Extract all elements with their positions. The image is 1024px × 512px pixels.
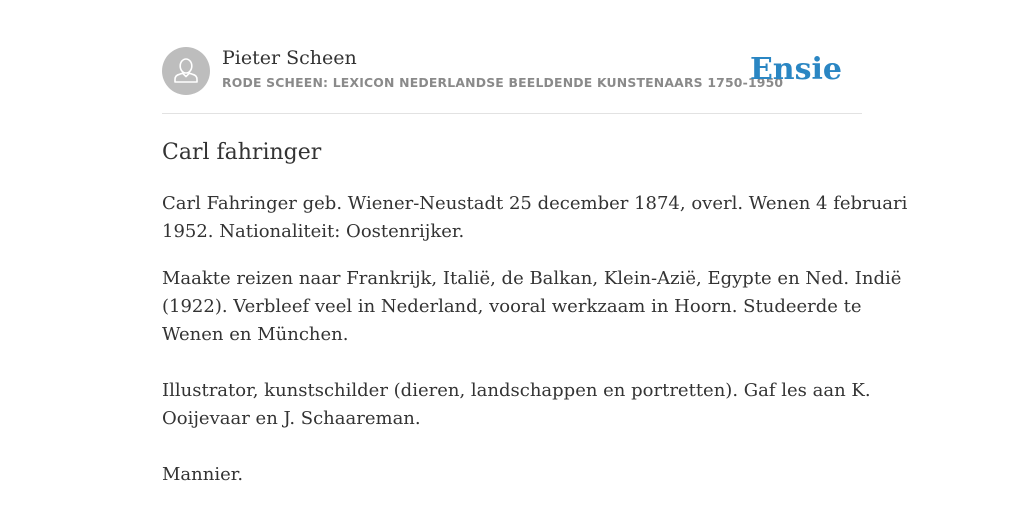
paragraph-line: Ooijevaar en J. Schaareman.	[162, 408, 421, 429]
paragraph-line: Illustrator, kunstschilder (dieren, landschappen en portretten). Gaf les aan K.	[162, 380, 871, 401]
paragraph-line: Mannier.	[162, 464, 244, 485]
paragraph-line: Maakte reizen naar Frankrijk, Italië, de Balkan, Klein-Azië, Egypte en Ned. Indië	[162, 268, 902, 289]
paragraph-line: Carl Fahringer geb. Wiener-Neustadt 25 december 1874, overl. Wenen 4 februari	[162, 193, 908, 214]
user-silhouette-icon	[162, 47, 210, 95]
entry-header	[162, 46, 862, 96]
author-name[interactable]: Pieter Scheen	[222, 47, 357, 69]
ensie-logo[interactable]: Ensie	[749, 52, 842, 87]
paragraph-line: Wenen en München.	[162, 324, 349, 345]
author-avatar[interactable]	[162, 47, 210, 95]
header-divider	[162, 113, 862, 114]
entry-body	[162, 190, 908, 489]
paragraph-line: (1922). Verbleef veel in Nederland, vooral werkzaam in Hoorn. Studeerde te	[162, 296, 862, 317]
paragraph-line: 1952. Nationaliteit: Oostenrijker.	[162, 221, 465, 242]
source-lexicon[interactable]: RODE SCHEEN: LEXICON NEDERLANDSE BEELDENDE KUNSTENAARS 1750-1950	[222, 75, 784, 90]
entry-title: Carl fahringer	[162, 140, 322, 165]
